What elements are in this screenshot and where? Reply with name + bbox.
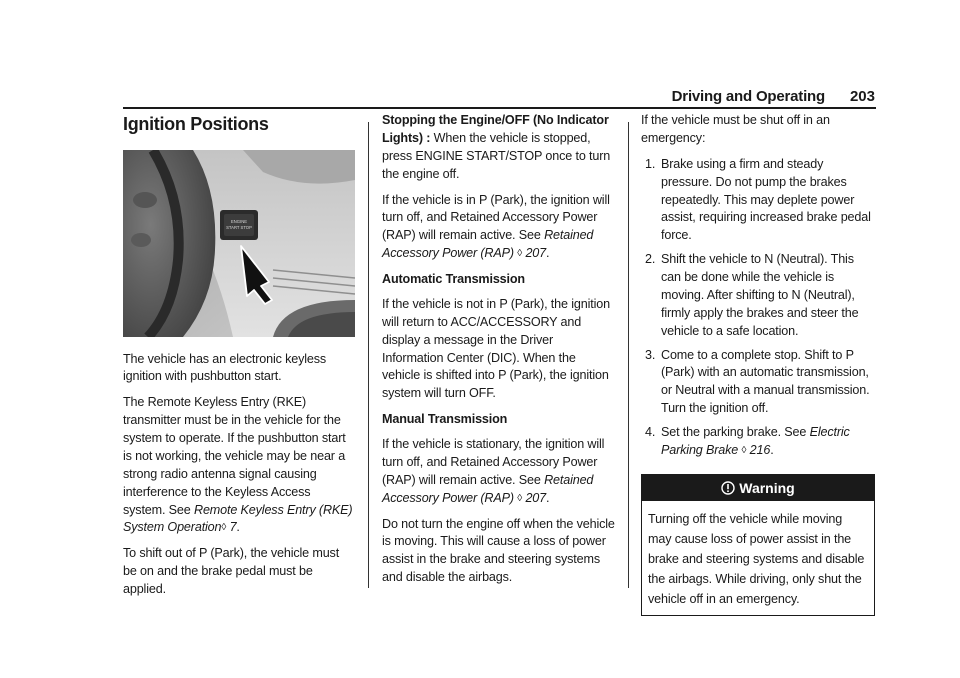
subheading: Automatic Transmission xyxy=(382,272,525,286)
paragraph: To shift out of P (Park), the vehicle must be on and the brake pedal must be applied. xyxy=(123,546,340,597)
column-divider xyxy=(368,122,369,588)
header-title: Driving and Operating xyxy=(671,88,825,105)
paragraph: Stopping the Engine/OFF (No Indicator Lights) : When the vehicle is stopped, press ENGINE START/STOP once to turn the engine off. xyxy=(382,113,611,181)
paragraph: The vehicle has an electronic keyless ignition with pushbutton start. xyxy=(123,351,327,384)
subheading: Manual Transmission xyxy=(382,412,508,427)
paragraph: If the vehicle is in P (Park), the ignition will turn off, and Retained Accessory Power (RAP) will remain active. See Retained Accessory Power (RAP) ◊ 207. xyxy=(382,192,610,261)
paragraph: If the vehicle is stationary, the ignition will turn off, and Retained Accessory Power (RAP) will remain active. See Retained Accessory Power (RAP) ◊ 207. xyxy=(382,437,605,505)
svg-text:ENGINE: ENGINE xyxy=(230,218,248,224)
page-number: 203 xyxy=(849,88,875,105)
svg-text:START STOP: START STOP xyxy=(226,224,252,230)
page-reference-number[interactable]: 216 xyxy=(749,442,771,457)
column-3 xyxy=(641,112,875,616)
column-2 xyxy=(382,112,615,595)
cross-reference-link[interactable]: Electric Parking Brake xyxy=(661,425,850,457)
warning-title: Warning xyxy=(739,479,795,496)
page-reference-number[interactable]: 207 xyxy=(525,490,546,505)
list-item: 4. Set the parking brake. See Electric Parking Brake ◊ 216. xyxy=(645,425,850,457)
warning-icon xyxy=(721,476,735,502)
paragraph: If the vehicle is not in P (Park), the ignition will return to ACC/ACCESSORY and display a message in the Driver Information Center (DIC). When the vehicle is shifted into P (Park), the ignition system will turn OFF. xyxy=(382,296,610,401)
header-rule xyxy=(123,107,876,109)
page-reference-icon: ◊ xyxy=(517,492,523,504)
warning-header xyxy=(642,475,874,501)
list-item: 1. Brake using a firm and steady pressure. Do not pump the brakes repeatedly. This may deplete power assist, requiring increased brake pedal force. xyxy=(645,156,871,243)
cross-reference-link[interactable]: Remote Keyless Entry (RKE) System Operation xyxy=(123,502,353,535)
warning-text: Turning off the vehicle while moving may cause loss of power assist in the brake and steering systems and disable the airbags. While driving, only shut the vehicle off in an emergency. xyxy=(648,511,865,607)
ignition-button-photo xyxy=(123,150,355,337)
subheading: Stopping the Engine/OFF (No Indicator Lights) : xyxy=(382,113,609,145)
page-reference-number[interactable]: 207 xyxy=(525,246,546,261)
page-reference-icon: ◊ xyxy=(741,444,747,456)
section-title: Ignition Positions xyxy=(123,114,269,134)
paragraph: The Remote Keyless Entry (RKE) transmitter must be in the vehicle for the system to operate. If the pushbutton start is not working, the vehicle may be near a strong radio antenna signal causing interference to the Keyless Access system. See Remote Keyless Entry (RKE) System Operation◊ 7. xyxy=(123,395,353,535)
paragraph: Do not turn the engine off when the vehicle is moving. This will cause a loss of power assist in the brake and steering systems and disable the airbags. xyxy=(382,516,615,585)
warning-box xyxy=(641,474,875,617)
page-reference-number[interactable]: 7 xyxy=(229,520,237,535)
page-header xyxy=(620,86,875,108)
page-reference-icon: ◊ xyxy=(517,248,523,260)
page-reference-icon: ◊ xyxy=(221,522,227,534)
column-1 xyxy=(123,112,355,607)
list-item: 2. Shift the vehicle to N (Neutral). This can be done while the vehicle is moving. After shifting to N (Neutral), firmly apply the brakes and steer the vehicle to a safe location. xyxy=(645,252,859,338)
list-item: 3. Come to a complete stop. Shift to P (Park) with an automatic transmission, or Neutral with a manual transmission. Turn the ignition off. xyxy=(645,347,870,416)
column-divider xyxy=(628,122,629,588)
cross-reference-link[interactable]: Retained Accessory Power (RAP) xyxy=(382,228,594,261)
cross-reference-link[interactable]: Retained Accessory Power (RAP) xyxy=(382,472,594,505)
emergency-steps-list xyxy=(641,156,875,460)
paragraph: If the vehicle must be shut off in an emergency: xyxy=(641,113,830,145)
